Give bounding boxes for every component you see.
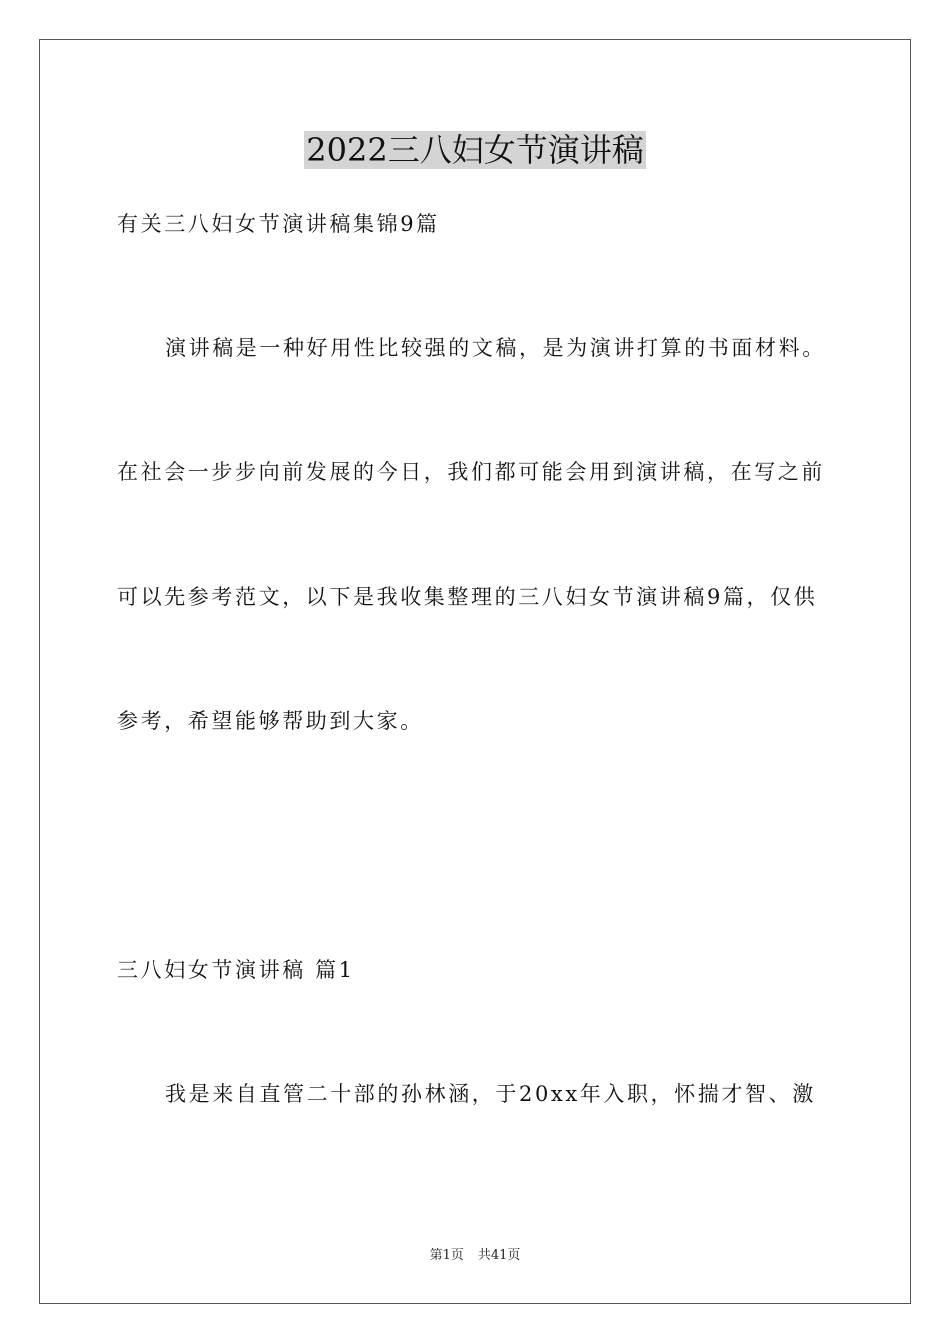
intro-line-1: 演讲稿是一种好用性比较强的文稿，是为演讲打算的书面材料。: [165, 336, 826, 360]
section-heading: 三八妇女节演讲稿 篇1: [117, 958, 355, 982]
total-pages: 共41页: [477, 1248, 521, 1263]
intro-line-4: 参考，希望能够帮助到大家。: [117, 709, 424, 733]
page-number: 第1页: [429, 1248, 464, 1263]
intro-line-3: 可以先参考范文，以下是我收集整理的三八妇女节演讲稿9篇，仅供: [117, 585, 818, 609]
page-footer: [0, 1247, 950, 1265]
document-title-text: 2022三八妇女节演讲稿: [306, 131, 644, 169]
section-paragraph-line-1: 我是来自直管二十部的孙林涵，于20xx年入职，怀揣才智、激: [165, 1082, 816, 1106]
intro-line-2: 在社会一步步向前发展的今日，我们都可能会用到演讲稿，在写之前: [117, 460, 825, 484]
document-subtitle: 有关三八妇女节演讲稿集锦9篇: [117, 212, 440, 236]
document-title: [0, 128, 950, 172]
